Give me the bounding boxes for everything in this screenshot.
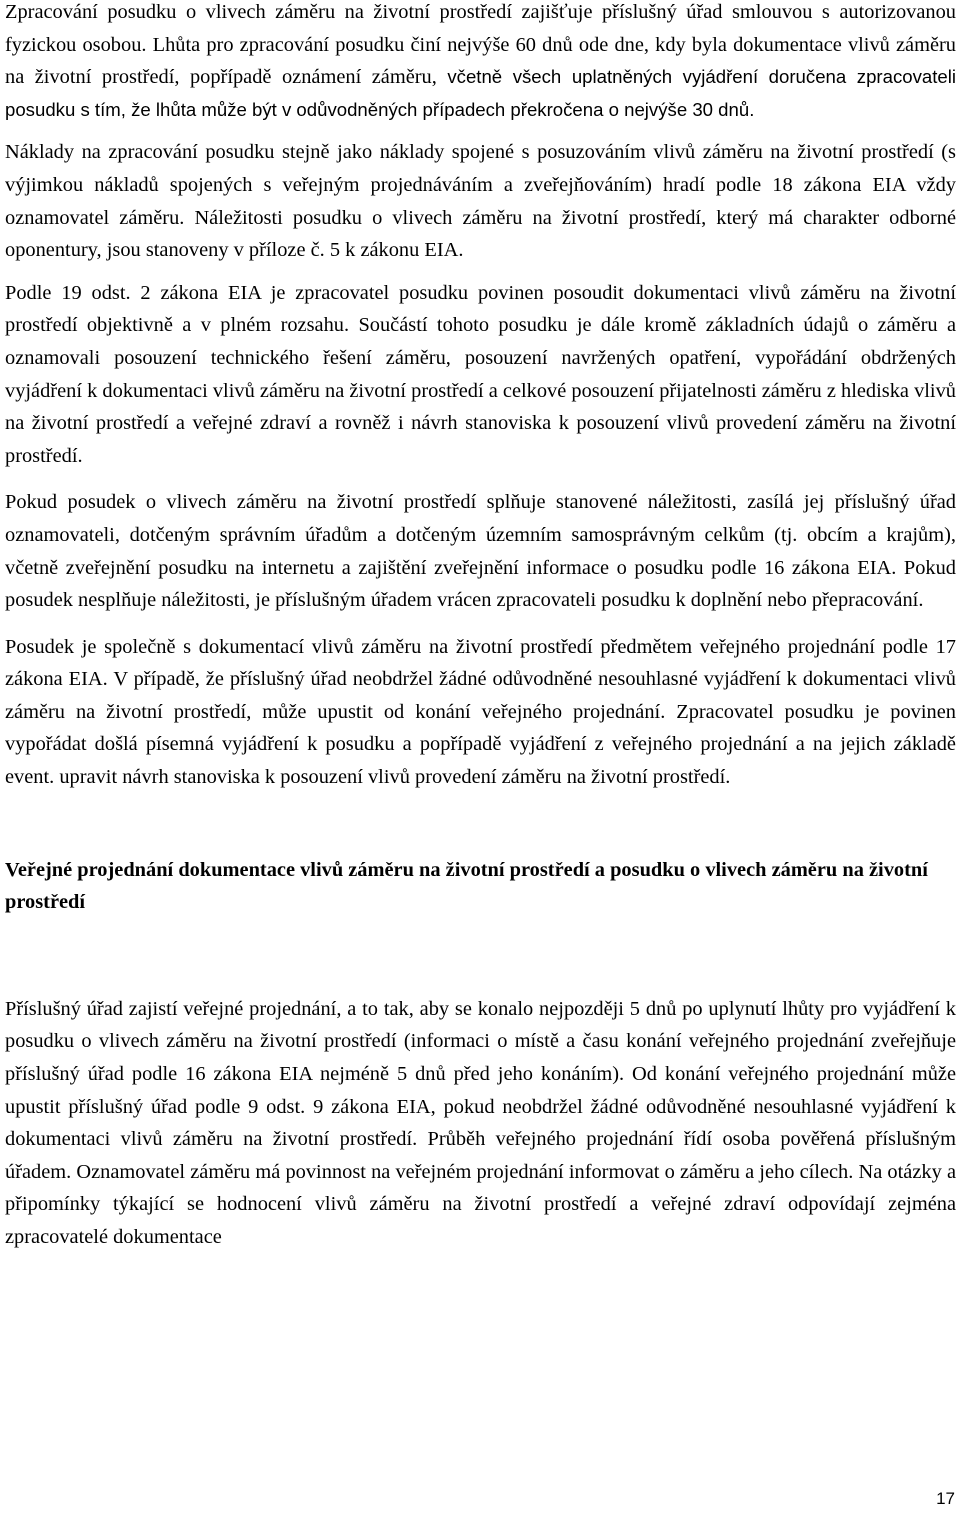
paragraph-podle-19: Podle 19 odst. 2 zákona EIA je zpracovatel posudku povinen posoudit dokumentaci vlivů záměru na životní prostředí objektivně a v plném rozsahu. Součástí tohoto posudku je dále kromě základních údajů o záměru a oznamovali posouzení technického řešení záměru, posouzení navržených opatření, vypořádání obdržených vyjádření k dokumentaci vlivů záměru na životní prostředí a celkové posouzení přijatelnosti záměru z hlediska vlivů na životní prostředí a veřejné zdraví a rovněž i návrh stanoviska k posouzení vlivů provedení záměru na životní prostředí. xyxy=(5,281,956,467)
section-heading: Veřejné projednání dokumentace vlivů záměru na životní prostředí a posudku o vlivech záměru na životní prostředí xyxy=(5,858,928,914)
paragraph-pokud-posudek: Pokud posudek o vlivech záměru na životní prostředí splňuje stanovené náležitosti, zasílá jej příslušný úřad oznamovateli, dotčeným správním úřadům a dotčeným územním samosprávným celkům (tj. obcím a krajům), včetně zveřejnění posudku na internetu a zajištění zveřejnění informace o posudku podle 16 zákona EIA. Pokud posudek nesplňuje náležitosti, je příslušným úřadem vrácen zpracovateli posudku k doplnění nebo přepracování. xyxy=(5,491,956,612)
paragraph-posudek-zpracovani xyxy=(5,0,956,126)
paragraph-naklady: Náklady na zpracování posudku stejně jako náklady spojené s posuzováním vlivů záměru na životní prostředí (s výjimkou nákladů spojených s veřejným projednáváním a zveřejňováním) hradí podle 18 zákona EIA vždy oznamovatel záměru. Náležitosti posudku o vlivech záměru na životní prostředí, který má charakter odborné oponentury, jsou stanoveny v příloze č. 5 k zákonu EIA. xyxy=(5,141,956,262)
page-number: 17 xyxy=(936,1489,955,1508)
paragraph-part-serif: Zpracování posudku o vlivech záměru na životní prostředí zajišťuje příslušný úřad smlouvou s autorizovanou fyzickou osobou. Lhůta pro zpracování posudku činí nejvýše 60 dnů ode dne, kdy byla dokumentace vlivů záměru na životní prostředí, popřípadě oznámení záměru, xyxy=(5,1,956,89)
paragraph-verejne-projednani: Příslušný úřad zajistí veřejné projednání, a to tak, aby se konalo nejpozději 5 dnů po uplynutí lhůty pro vyjádření k posudku o vlivech záměru na životní prostředí (informaci o místě a času konání veřejného projednání zveřejňuje příslušný úřad podle 16 zákona EIA nejméně 5 dnů před jeho konáním). Od konání veřejného projednání může upustit příslušný úřad podle 9 odst. 9 zákona EIA, pokud neobdržel žádné odůvodněné nesouhlasné vyjádření k dokumentaci vlivů záměru na životní prostředí. Průběh veřejného projednání řídí osoba pověřená příslušným úřadem. Oznamovatel záměru má povinnost na veřejném projednání informovat o záměru a jeho cílech. Na otázky a připomínky týkající se hodnocení vlivů záměru na životní prostředí a veřejné zdraví odpovídají zejména zpracovatelé dokumentace xyxy=(5,997,956,1248)
paragraph-part-sans: včetně všech uplatněných vyjádření doručena zpracovateli posudku s tím, že lhůta může být v odůvodněných případech překročena o nejvýše 30 dnů. xyxy=(5,66,956,120)
paragraph-posudek-projednani: Posudek je společně s dokumentací vlivů záměru na životní prostředí předmětem veřejného projednání podle 17 zákona EIA. V případě, že příslušný úřad neobdržel žádné odůvodněné nesouhlasné vyjádření k dokumentaci vlivů záměru na životní prostředí, může upustit od konání veřejného projednání. Zpracovatel posudku je povinen vypořádat došlá písemná vyjádření k posudku a popřípadě vyjádření z veřejného projednání a na jejich základě event. upravit návrh stanoviska k posouzení vlivů provedení záměru na životní prostředí. xyxy=(5,635,956,789)
